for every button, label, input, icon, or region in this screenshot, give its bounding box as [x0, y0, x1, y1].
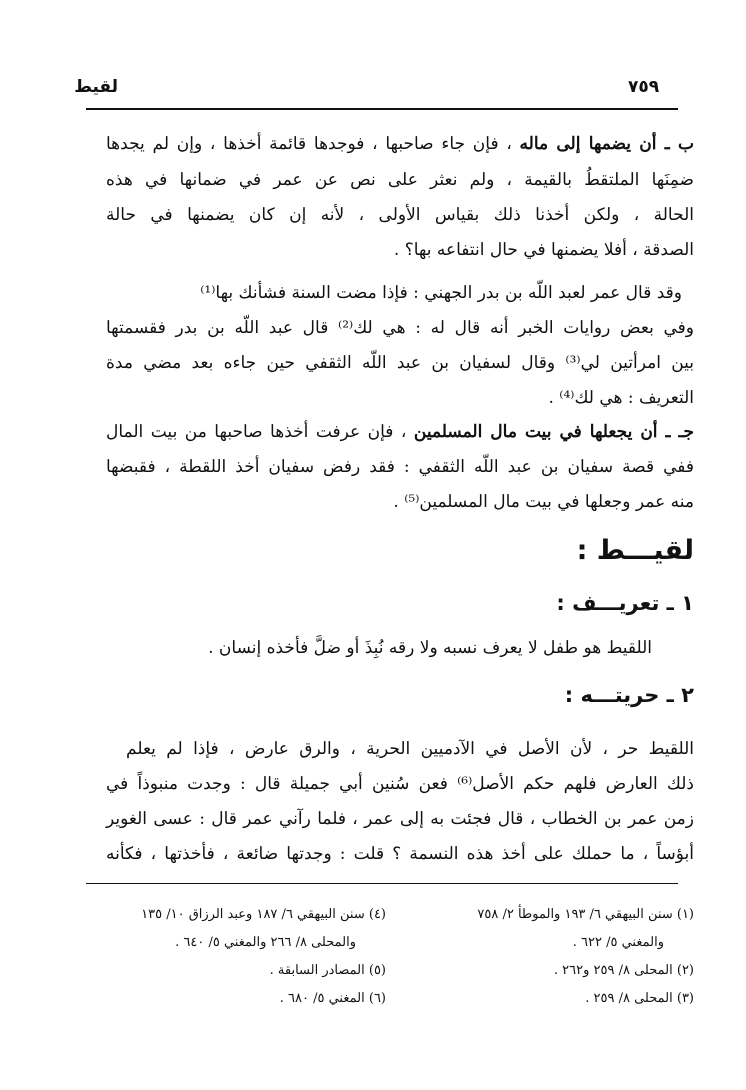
- header-divider: [86, 108, 678, 110]
- body-line: أبؤساً ، ما حملك على أخذ هذه النسمة ؟ قلت : وجدتها ضائعة ، فأخذتها ، فكأنه: [106, 844, 694, 864]
- body-line: اللقيط حر ، لأن الأصل في الآدميين الحرية ، والرق عارض ، فإذا لم يعلم: [126, 739, 694, 759]
- footnote: (٤) سنن البيهقي ٦/ ١٨٧ وعبد الرزاق ١٠/ ١٣٥: [141, 907, 386, 922]
- footnote: (٥) المصادر السابقة .: [269, 963, 386, 978]
- body-line: الحالة ، ولكن أخذنا ذلك بقياس الأولى ، لأنه إن كان يضمنها في حالة: [106, 205, 694, 225]
- footnote: (١) سنن البيهقي ٦/ ١٩٣ والموطأ ٢/ ٧٥٨: [477, 907, 694, 922]
- footnote-continuation: والمغني ٥/ ٦٢٢ .: [572, 935, 664, 950]
- body-line: ففي قصة سفيان بن عبد اللّه الثقفي : فقد رفض سفيان أخذ اللقطة ، فقبضها: [106, 457, 694, 477]
- body-line: [106, 132, 694, 156]
- page-number: ٧٥٩: [628, 77, 660, 97]
- running-header-title: لقيط: [74, 77, 118, 97]
- body-line: [106, 420, 694, 444]
- body-line: زمن عمر بن الخطاب ، قال فجئت به إلى عمر ، فلما رآني عمر قال : عسى الغوير: [106, 809, 694, 829]
- body-line: الصدقة ، أفلا يضمنها في حال انتفاعه بها؟ .: [393, 240, 694, 260]
- footnote-divider: [86, 883, 678, 884]
- subsection-heading-freedom: ٢ ـ حريتـــه :: [564, 683, 694, 707]
- section-heading: لقيـــط :: [576, 535, 694, 566]
- item-heading-b: ب ـ أن يضمها إلى ماله: [519, 134, 694, 154]
- body-line: بين امرأتين لي⁽³⁾ وقال لسفيان بن عبد اللّه الثقفي حين جاءه بعد مضي مدة: [106, 353, 694, 373]
- body-line: اللقيط هو طفل لا يعرف نسبه ولا رقه نُبِذَ أو ضلَّ فأخذه إنسان .: [208, 638, 652, 658]
- body-line: وقد قال عمر لعبد اللّه بن بدر الجهني : فإذا مضت السنة فشأنك بها⁽¹⁾: [200, 283, 682, 303]
- item-heading-j: جـ ـ أن يجعلها في بيت مال المسلمين: [413, 422, 694, 442]
- footnote: (٦) المغني ٥/ ٦٨٠ .: [279, 991, 386, 1006]
- body-line: ضمِنَها الملتقطُ بالقيمة ، ولم نعثر على نص عن عمر في ضمانها في هذه: [106, 170, 694, 190]
- body-line: وفي بعض روايات الخبر أنه قال له : هي لك⁽²⁾ قال عبد اللّه بن بدر فقسمتها: [106, 318, 694, 338]
- footnote: (٢) المحلى ٨/ ٢٥٩ و٢٦٢ .: [553, 963, 694, 978]
- subsection-heading-definition: ١ ـ تعريـــف :: [556, 591, 694, 615]
- body-line: ذلك العارض فلهم حكم الأصل⁽⁶⁾ فعن سُنين أبي جميلة قال : وجدت منبوذاً في: [106, 774, 694, 794]
- footnote: (٣) المحلى ٨/ ٢٥٩ .: [585, 991, 694, 1006]
- body-text: ، فإن جاء صاحبها ، فوجدها قائمة أخذها ، وإن لم يجدها: [106, 134, 520, 154]
- body-line: التعريف : هي لك⁽⁴⁾ .: [548, 388, 694, 408]
- footnote-continuation: والمحلى ٨/ ٢٦٦ والمغني ٥/ ٦٤٠ .: [175, 935, 356, 950]
- body-text: ، فإن عرفت أخذها صاحبها من بيت المال: [106, 422, 414, 442]
- body-line: منه عمر وجعلها في بيت مال المسلمين⁽⁵⁾ .: [393, 492, 694, 512]
